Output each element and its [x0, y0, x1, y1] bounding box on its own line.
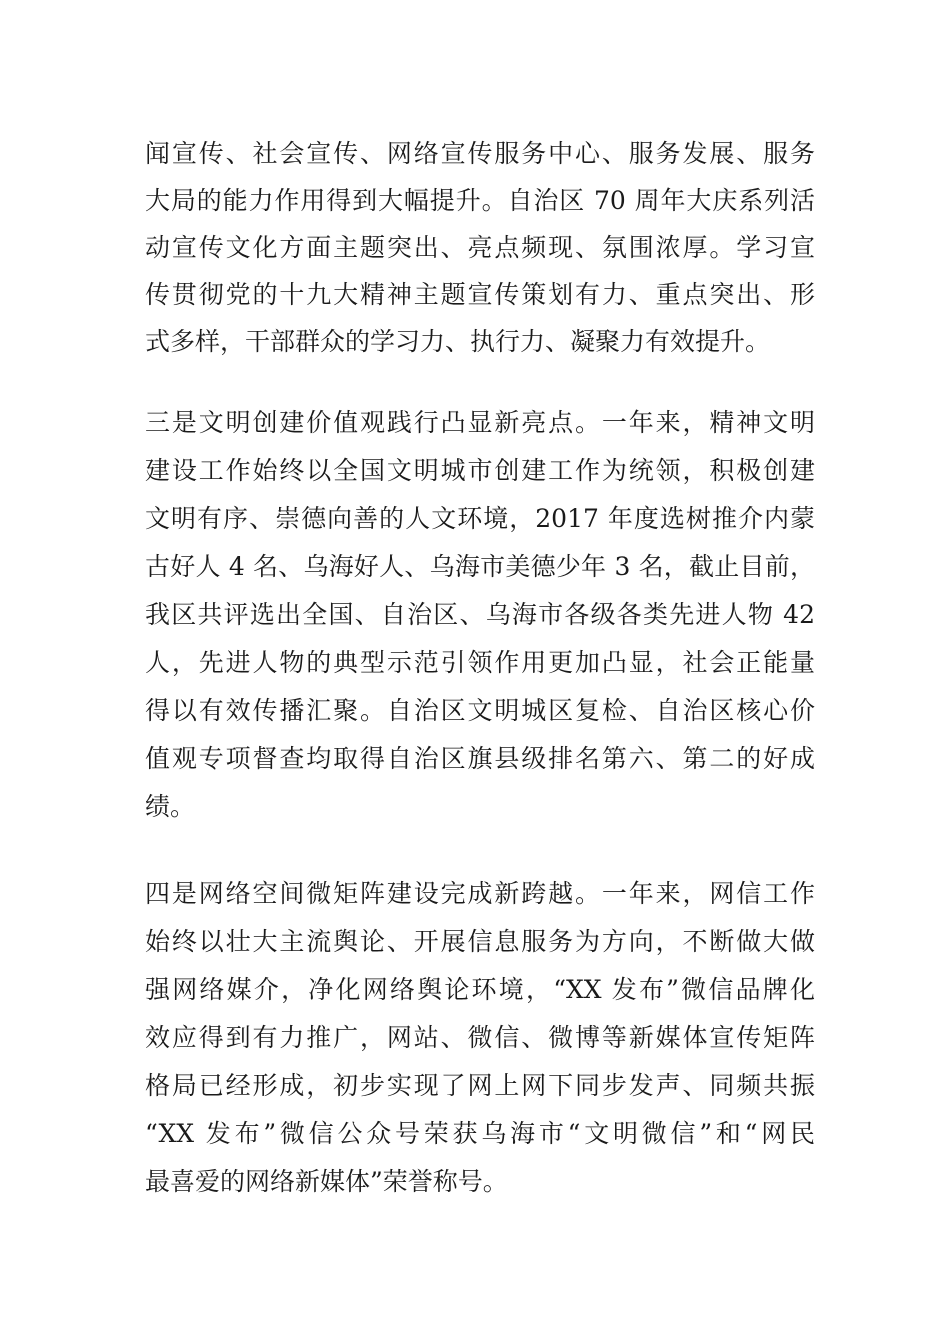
- text-line: 格局已经形成，初步实现了网上网下同步发声、同频共振: [145, 1071, 815, 1100]
- text-line: 效应得到有力推广，网站、微信、微博等新媒体宣传矩阵: [145, 1023, 815, 1052]
- text-line: 文明有序、崇德向善的人文环境，2017 年度选树推介内蒙: [145, 504, 815, 533]
- text-line: 强网络媒介，净化网络舆论环境，“XX 发布”微信品牌化: [145, 975, 815, 1004]
- text-line: 人，先进人物的典型示范引领作用更加凸显，社会正能量: [145, 648, 815, 677]
- text-line: “XX 发布”微信公众号荣获乌海市“文明微信”和“网民: [145, 1119, 815, 1148]
- text-line: 古好人 4 名、乌海好人、乌海市美德少年 3 名，截止目前，: [145, 552, 815, 581]
- text-line: 值观专项督查均取得自治区旗县级排名第六、第二的好成: [145, 744, 815, 773]
- text-line: 闻宣传、社会宣传、网络宣传服务中心、服务发展、服务: [145, 139, 815, 168]
- text-line: 始终以壮大主流舆论、开展信息服务为方向，不断做大做: [145, 927, 815, 956]
- text-line: 四是网络空间微矩阵建设完成新跨越。一年来，网信工作: [145, 879, 815, 908]
- text-line: 三是文明创建价值观践行凸显新亮点。一年来，精神文明: [145, 408, 815, 437]
- text-line: 动宣传文化方面主题突出、亮点频现、氛围浓厚。学习宣: [145, 233, 815, 262]
- text-line: 传贯彻党的十九大精神主题宣传策划有力、重点突出、形: [145, 280, 815, 309]
- text-line: 我区共评选出全国、自治区、乌海市各级各类先进人物 42: [145, 600, 815, 629]
- text-line: 大局的能力作用得到大幅提升。自治区 70 周年大庆系列活: [145, 186, 815, 215]
- text-line: 建设工作始终以全国文明城市创建工作为统领，积极创建: [145, 456, 815, 485]
- text-line: 式多样，干部群众的学习力、执行力、凝聚力有效提升。: [145, 327, 771, 356]
- text-line: 绩。: [145, 792, 196, 821]
- text-line: 得以有效传播汇聚。自治区文明城区复检、自治区核心价: [145, 696, 815, 725]
- text-line: 最喜爱的网络新媒体”荣誉称号。: [145, 1167, 508, 1196]
